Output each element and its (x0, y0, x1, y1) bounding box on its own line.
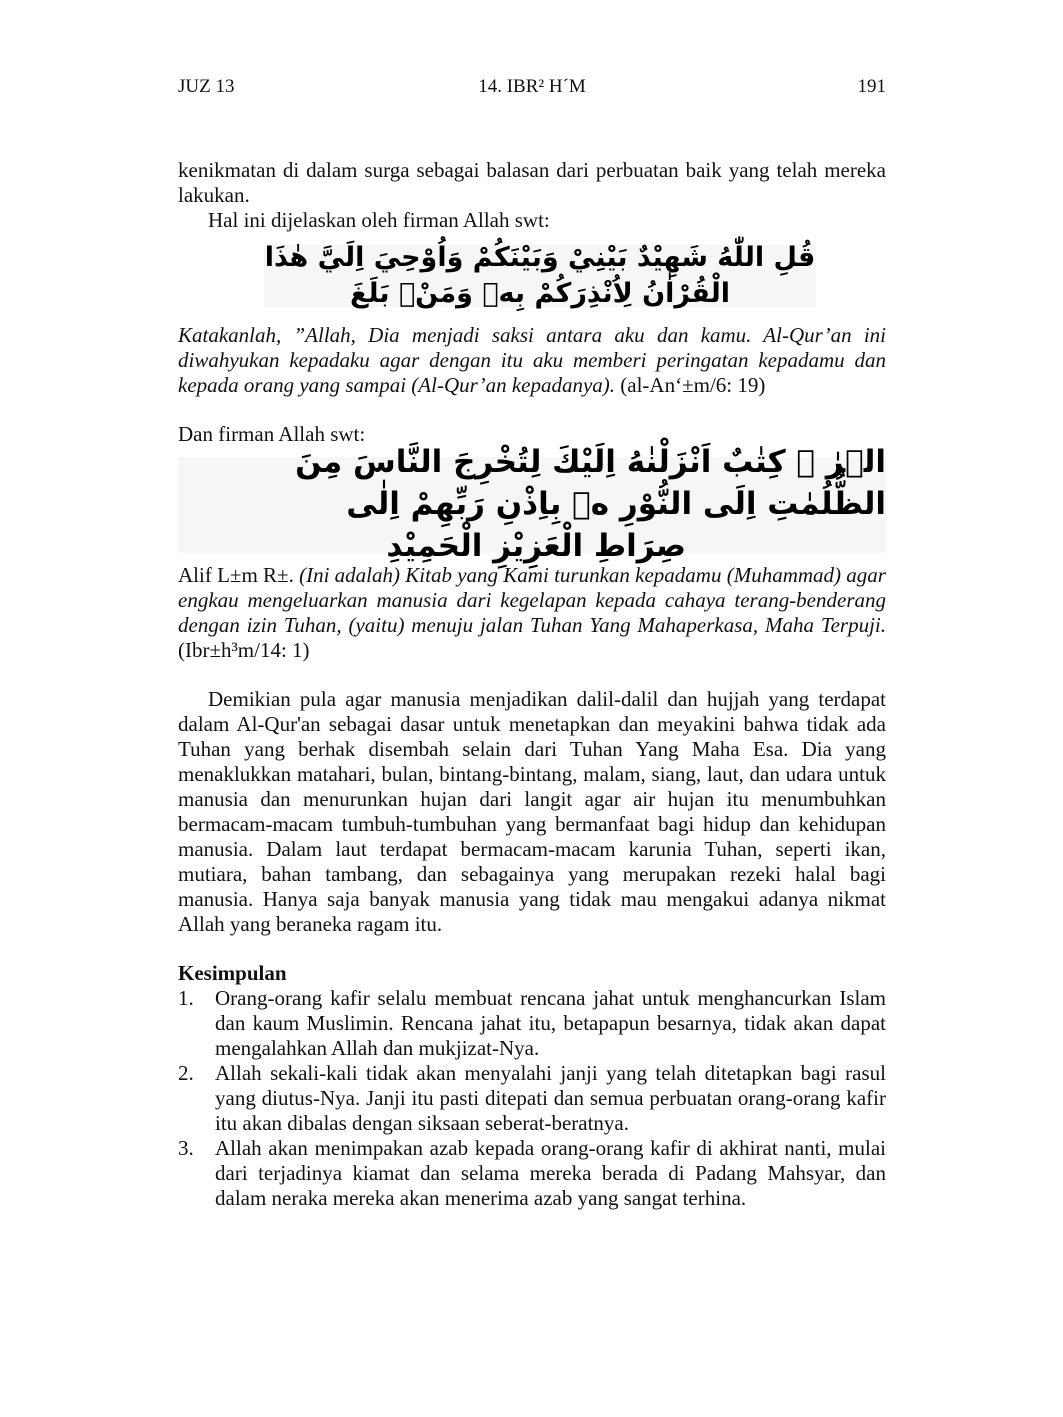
verse-reference: (al-An‘±m/6: 19) (615, 373, 766, 397)
translation (178, 563, 886, 663)
body-text (178, 158, 886, 1211)
arabic-verse-image (178, 444, 886, 564)
list-item (178, 1061, 886, 1136)
arabic-verse-line: صِرَاطِ الْعَزِيْزِ الْحَمِيْدِ (386, 527, 686, 564)
arabic-verse-image (264, 241, 816, 309)
paragraph: Demikian pula agar manusia menjadikan dalil-dalil dan hujjah yang terdapat dalam Al-Qur'an sebagai dasar untuk menetapkan dan meyakini bahwa tidak ada Tuhan yang berhak disembah selain dari Tuhan Yang Maha Esa. Dia yang menaklukkan matahari, bulan, bintang-bintang, malam, siang, laut, dan udara untuk manusia dan menurunkan hujan dari langit agar air hujan itu menumbuhkan bermacam-macam tumbuh-tumbuhan yang bermanfaat bagi hidup dan kehidupan manusia. Dalam laut terdapat bermacam-macam karunia Tuhan, seperti ikan, mutiara, bahan tambang, dan sebagainya yang merupakan rezeki halal bagi manusia. Hanya saja banyak manusia yang tidak mau mengakui adanya nikmat Allah yang beraneka ragam itu. (178, 687, 886, 936)
translation-text: (Ini adalah) Kitab yang Kami turunkan kepadamu (Muhammad) agar engkau mengeluarkan manusia dari kegelapan kepada cahaya terang-benderang dengan izin Tuhan, (yaitu) menuju jalan Tuhan Yang Mahaperkasa, Maha Terpuji. (178, 563, 886, 637)
translation-text: Katakanlah, ”Allah, Dia menjadi saksi antara aku dan kamu. Al-Qur’an ini diwahyukan kepadaku agar dengan itu aku memberi peringatan kepadamu dan kepada orang yang sampai (Al-Qur’an kepadanya). (178, 323, 886, 397)
page-header (178, 76, 886, 102)
list-item (178, 1136, 886, 1211)
verse-reference: (Ibr±h³m/14: 1) (178, 638, 310, 662)
conclusion-list (178, 986, 886, 1211)
translation-prefix: Alif L±m R±. (178, 563, 300, 587)
arabic-verse-text: قُلِ اللّٰهُ شَهِيْدٌ بَيْنِيْ وَبَيْنَكُمْ وَاُوْحِيَ اِلَيَّ هٰذَا الْقُرْاٰنُ لِاُنْذِرَكُمْ بِهٖ وَمَنْۢ بَلَغَ (264, 241, 816, 309)
translation (178, 323, 886, 398)
list-item-text: Allah sekali-kali tidak akan menyalahi janji yang telah ditetapkan bagi rasul yang diutus-Nya. Janji itu pasti ditepati dan semua perbuatan orang-orang kafir itu akan dibalas dengan siksaan seberat-beratnya. (215, 1061, 886, 1135)
paragraph: Dan firman Allah swt: (178, 422, 366, 446)
list-item-text: Allah akan menimpakan azab kepada orang-orang kafir di akhirat nanti, mulai dari terjadinya kiamat dan selama mereka berada di Padang Mahsyar, dan dalam neraka mereka akan menerima azab yang sangat terhina. (215, 1136, 886, 1210)
list-number: 1. (178, 986, 194, 1010)
paragraph: Hal ini dijelaskan oleh firman Allah swt: (208, 208, 550, 232)
page-number: 191 (857, 76, 886, 97)
list-item (178, 986, 886, 1061)
list-number: 2. (178, 1061, 194, 1085)
paragraph: kenikmatan di dalam surga sebagai balasan dari perbuatan baik yang telah mereka lakukan. (178, 158, 886, 207)
list-number: 3. (178, 1136, 194, 1160)
arabic-verse-line: الۤرٰ ۗ كِتٰبٌ اَنْزَلْنٰهُ اِلَيْكَ لِتُخْرِجَ النَّاسَ مِنَ الظُّلُمٰتِ اِلَى النُّوْرِ ەۙ بِاِذْنِ رَبِّهِمْ اِلٰى (295, 444, 886, 523)
conclusion-heading: Kesimpulan (178, 961, 287, 985)
juz-label: JUZ 13 (178, 76, 235, 97)
surah-title: 14. IBR² H´M (478, 76, 586, 97)
list-item-text: Orang-orang kafir selalu membuat rencana jahat untuk menghancurkan Islam dan kaum Muslimin. Rencana jahat itu, betapapun besarnya, tidak akan dapat mengalahkan Allah dan mukjizat-Nya. (215, 986, 886, 1060)
